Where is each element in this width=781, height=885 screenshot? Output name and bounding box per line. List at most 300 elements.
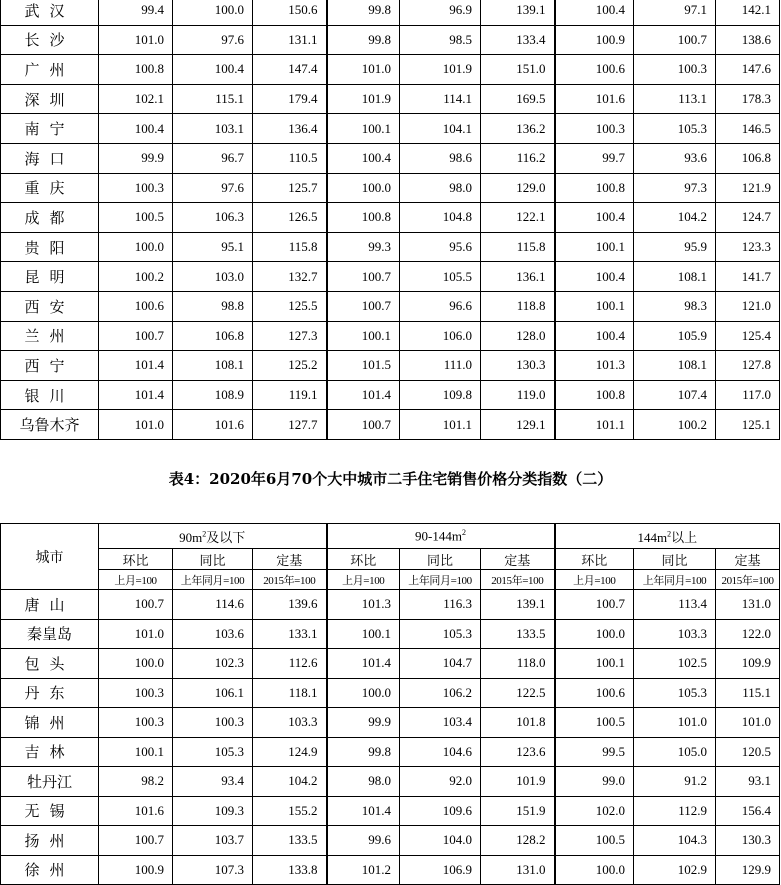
value-cell: 103.3 — [253, 708, 327, 738]
group-header-large: $144m^2$以上 — [555, 524, 780, 549]
value-cell: 101.0 — [327, 55, 400, 85]
value-cell: 114.1 — [400, 84, 481, 114]
value-cell: 101.6 — [99, 796, 173, 826]
table-row — [1, 203, 780, 233]
value-cell: 125.5 — [253, 291, 327, 321]
value-cell: 131.0 — [481, 855, 555, 885]
table-row — [1, 410, 780, 440]
city-cell: 海口 — [1, 143, 99, 173]
header-row-subheads — [1, 549, 780, 570]
value-cell: 101.5 — [327, 351, 400, 381]
value-cell: 125.4 — [716, 321, 780, 351]
table-row — [1, 826, 780, 856]
city-cell: 贵阳 — [1, 232, 99, 262]
value-cell: 104.1 — [400, 114, 481, 144]
subhead-cell: 定基 — [716, 549, 780, 570]
value-cell: 110.5 — [253, 143, 327, 173]
value-cell: 100.3 — [99, 708, 173, 738]
value-cell: 101.3 — [327, 590, 400, 620]
value-cell: 102.1 — [99, 84, 173, 114]
value-cell: 151.9 — [481, 796, 555, 826]
value-cell: 115.8 — [253, 232, 327, 262]
value-cell: 93.1 — [716, 767, 780, 797]
value-cell: 125.7 — [253, 173, 327, 203]
value-cell: 105.3 — [634, 114, 716, 144]
value-cell: 102.9 — [634, 855, 716, 885]
value-cell: 103.1 — [173, 114, 253, 144]
value-cell: 124.7 — [716, 203, 780, 233]
value-cell: 100.7 — [327, 410, 400, 440]
value-cell: 100.5 — [99, 203, 173, 233]
value-cell: 108.1 — [634, 351, 716, 381]
value-cell: 124.9 — [253, 737, 327, 767]
value-cell: 133.4 — [481, 25, 555, 55]
value-cell: 150.6 — [253, 0, 327, 25]
value-cell: 104.3 — [634, 826, 716, 856]
value-cell: 125.2 — [253, 351, 327, 381]
value-cell: 101.0 — [716, 708, 780, 738]
value-cell: 96.6 — [400, 291, 481, 321]
value-cell: 155.2 — [253, 796, 327, 826]
value-cell: 96.9 — [400, 0, 481, 25]
value-cell: 127.3 — [253, 321, 327, 351]
value-cell: 98.0 — [327, 767, 400, 797]
value-cell: 119.0 — [481, 380, 555, 410]
table-row — [1, 84, 780, 114]
value-cell: 100.8 — [327, 203, 400, 233]
value-cell: 102.0 — [555, 796, 634, 826]
value-cell: 131.1 — [253, 25, 327, 55]
value-cell: 101.9 — [327, 84, 400, 114]
value-cell: 128.0 — [481, 321, 555, 351]
value-cell: 99.7 — [555, 143, 634, 173]
value-cell: 100.2 — [99, 262, 173, 292]
value-cell: 92.0 — [400, 767, 481, 797]
city-cell: 重庆 — [1, 173, 99, 203]
value-cell: 101.0 — [99, 410, 173, 440]
value-cell: 123.3 — [716, 232, 780, 262]
value-cell: 100.0 — [327, 678, 400, 708]
value-cell: 116.2 — [481, 143, 555, 173]
city-cell: 兰州 — [1, 321, 99, 351]
city-cell: 西宁 — [1, 351, 99, 381]
table-row — [1, 649, 780, 679]
table-row — [1, 25, 780, 55]
city-cell: 银川 — [1, 380, 99, 410]
city-column-header: 城市 — [1, 524, 99, 590]
value-cell: 100.0 — [327, 173, 400, 203]
value-cell: 95.6 — [400, 232, 481, 262]
value-cell: 106.1 — [173, 678, 253, 708]
value-cell: 128.2 — [481, 826, 555, 856]
table-row — [1, 619, 780, 649]
table-title: 表4：2020年6月70个大中城市二手住宅销售价格分类指数（二） — [168, 470, 613, 488]
value-cell: 178.3 — [716, 84, 780, 114]
value-cell: 129.1 — [481, 410, 555, 440]
city-cell: 秦皇岛 — [1, 619, 99, 649]
city-cell: 徐州 — [1, 855, 99, 885]
value-cell: 100.3 — [99, 173, 173, 203]
value-cell: 100.3 — [99, 678, 173, 708]
value-cell: 126.5 — [253, 203, 327, 233]
value-cell: 100.1 — [327, 321, 400, 351]
value-cell: 105.3 — [634, 678, 716, 708]
city-cell: 吉林 — [1, 737, 99, 767]
value-cell: 138.6 — [716, 25, 780, 55]
value-cell: 100.5 — [555, 826, 634, 856]
table-row — [1, 855, 780, 885]
value-cell: 100.1 — [555, 649, 634, 679]
value-cell: 108.9 — [173, 380, 253, 410]
value-cell: 121.9 — [716, 173, 780, 203]
city-cell: 深圳 — [1, 84, 99, 114]
value-cell: 100.1 — [99, 737, 173, 767]
value-cell: 108.1 — [634, 262, 716, 292]
value-cell: 102.5 — [634, 649, 716, 679]
value-cell: 101.4 — [327, 796, 400, 826]
value-cell: 107.4 — [634, 380, 716, 410]
value-cell: 147.4 — [253, 55, 327, 85]
header-row-groups — [1, 524, 780, 549]
value-cell: 100.0 — [555, 619, 634, 649]
value-cell: 99.4 — [99, 0, 173, 25]
table-row — [1, 737, 780, 767]
value-cell: 101.4 — [99, 380, 173, 410]
value-cell: 101.4 — [327, 380, 400, 410]
price-index-table-top — [0, 0, 780, 440]
value-cell: 115.8 — [481, 232, 555, 262]
value-cell: 101.1 — [555, 410, 634, 440]
value-cell: 97.6 — [173, 173, 253, 203]
value-cell: 100.7 — [327, 262, 400, 292]
table-row — [1, 380, 780, 410]
value-cell: 100.9 — [555, 25, 634, 55]
table-row — [1, 351, 780, 381]
value-cell: 93.4 — [173, 767, 253, 797]
value-cell: 103.0 — [173, 262, 253, 292]
table-row — [1, 590, 780, 620]
value-cell: 100.7 — [99, 321, 173, 351]
value-cell: 101.9 — [400, 55, 481, 85]
value-cell: 106.2 — [400, 678, 481, 708]
value-cell: 115.1 — [716, 678, 780, 708]
value-cell: 99.3 — [327, 232, 400, 262]
value-cell: 106.0 — [400, 321, 481, 351]
value-cell: 99.8 — [327, 0, 400, 25]
city-cell: 昆明 — [1, 262, 99, 292]
value-cell: 112.9 — [634, 796, 716, 826]
table-row — [1, 143, 780, 173]
value-cell: 113.4 — [634, 590, 716, 620]
value-cell: 100.3 — [634, 55, 716, 85]
value-cell: 130.3 — [481, 351, 555, 381]
value-cell: 104.0 — [400, 826, 481, 856]
value-cell: 146.5 — [716, 114, 780, 144]
city-cell: 扬州 — [1, 826, 99, 856]
value-cell: 103.6 — [173, 619, 253, 649]
value-cell: 113.1 — [634, 84, 716, 114]
value-cell: 100.1 — [555, 291, 634, 321]
value-cell: 101.3 — [555, 351, 634, 381]
value-cell: 101.9 — [481, 767, 555, 797]
city-cell: 包头 — [1, 649, 99, 679]
value-cell: 98.6 — [400, 143, 481, 173]
table-row — [1, 321, 780, 351]
value-cell: 98.0 — [400, 173, 481, 203]
value-cell: 125.1 — [716, 410, 780, 440]
value-cell: 99.9 — [327, 708, 400, 738]
value-cell: 123.6 — [481, 737, 555, 767]
value-cell: 100.9 — [99, 855, 173, 885]
value-cell: 95.9 — [634, 232, 716, 262]
value-cell: 100.6 — [555, 678, 634, 708]
table-row — [1, 767, 780, 797]
table-row — [1, 708, 780, 738]
subhead-cell: 同比 — [400, 549, 481, 570]
value-cell: 129.9 — [716, 855, 780, 885]
base-cell: 2015年=100 — [253, 570, 327, 590]
value-cell: 139.6 — [253, 590, 327, 620]
value-cell: 156.4 — [716, 796, 780, 826]
value-cell: 119.1 — [253, 380, 327, 410]
base-cell: 上年同月=100 — [173, 570, 253, 590]
value-cell: 99.5 — [555, 737, 634, 767]
value-cell: 104.6 — [400, 737, 481, 767]
city-cell: 西安 — [1, 291, 99, 321]
value-cell: 99.6 — [327, 826, 400, 856]
value-cell: 99.0 — [555, 767, 634, 797]
value-cell: 100.3 — [555, 114, 634, 144]
value-cell: 100.0 — [99, 232, 173, 262]
base-cell: 上月=100 — [327, 570, 400, 590]
value-cell: 118.8 — [481, 291, 555, 321]
value-cell: 108.1 — [173, 351, 253, 381]
value-cell: 122.1 — [481, 203, 555, 233]
value-cell: 100.1 — [555, 232, 634, 262]
city-cell: 唐山 — [1, 590, 99, 620]
city-cell: 牡丹江 — [1, 767, 99, 797]
value-cell: 100.4 — [99, 114, 173, 144]
value-cell: 99.8 — [327, 737, 400, 767]
value-cell: 101.6 — [173, 410, 253, 440]
value-cell: 179.4 — [253, 84, 327, 114]
value-cell: 100.7 — [327, 291, 400, 321]
value-cell: 151.0 — [481, 55, 555, 85]
value-cell: 101.4 — [99, 351, 173, 381]
subhead-cell: 定基 — [481, 549, 555, 570]
value-cell: 118.0 — [481, 649, 555, 679]
value-cell: 147.6 — [716, 55, 780, 85]
value-cell: 100.2 — [634, 410, 716, 440]
value-cell: 100.4 — [327, 143, 400, 173]
value-cell: 100.7 — [99, 590, 173, 620]
value-cell: 105.3 — [173, 737, 253, 767]
value-cell: 139.1 — [481, 0, 555, 25]
base-cell: 上月=100 — [99, 570, 173, 590]
subhead-cell: 定基 — [253, 549, 327, 570]
value-cell: 100.8 — [99, 55, 173, 85]
value-cell: 112.6 — [253, 649, 327, 679]
value-cell: 106.8 — [173, 321, 253, 351]
value-cell: 133.5 — [253, 826, 327, 856]
top-table-body — [1, 0, 780, 439]
subhead-cell: 环比 — [327, 549, 400, 570]
value-cell: 100.6 — [99, 291, 173, 321]
city-cell: 无锡 — [1, 796, 99, 826]
base-cell: 2015年=100 — [481, 570, 555, 590]
value-cell: 101.2 — [327, 855, 400, 885]
value-cell: 114.6 — [173, 590, 253, 620]
subhead-cell: 环比 — [555, 549, 634, 570]
value-cell: 104.2 — [253, 767, 327, 797]
value-cell: 100.8 — [555, 380, 634, 410]
value-cell: 122.0 — [716, 619, 780, 649]
value-cell: 109.8 — [400, 380, 481, 410]
bottom-table-body — [1, 590, 780, 885]
value-cell: 100.0 — [99, 649, 173, 679]
base-cell: 2015年=100 — [716, 570, 780, 590]
value-cell: 98.8 — [173, 291, 253, 321]
value-cell: 100.4 — [555, 0, 634, 25]
value-cell: 91.2 — [634, 767, 716, 797]
value-cell: 101.0 — [99, 25, 173, 55]
value-cell: 109.3 — [173, 796, 253, 826]
table-row — [1, 0, 780, 25]
value-cell: 136.2 — [481, 114, 555, 144]
city-cell: 长沙 — [1, 25, 99, 55]
city-cell: 南宁 — [1, 114, 99, 144]
value-cell: 98.3 — [634, 291, 716, 321]
value-cell: 115.1 — [173, 84, 253, 114]
value-cell: 133.1 — [253, 619, 327, 649]
value-cell: 93.6 — [634, 143, 716, 173]
value-cell: 127.8 — [716, 351, 780, 381]
value-cell: 97.3 — [634, 173, 716, 203]
value-cell: 118.1 — [253, 678, 327, 708]
city-cell: 乌鲁木齐 — [1, 410, 99, 440]
value-cell: 101.8 — [481, 708, 555, 738]
value-cell: 109.9 — [716, 649, 780, 679]
value-cell: 142.1 — [716, 0, 780, 25]
value-cell: 100.7 — [99, 826, 173, 856]
value-cell: 100.7 — [555, 590, 634, 620]
value-cell: 104.8 — [400, 203, 481, 233]
value-cell: 141.7 — [716, 262, 780, 292]
value-cell: 104.7 — [400, 649, 481, 679]
value-cell: 130.3 — [716, 826, 780, 856]
value-cell: 100.3 — [173, 708, 253, 738]
value-cell: 127.7 — [253, 410, 327, 440]
table-row — [1, 262, 780, 292]
city-cell: 成都 — [1, 203, 99, 233]
subhead-cell: 同比 — [173, 549, 253, 570]
base-cell: 上年同月=100 — [400, 570, 481, 590]
value-cell: 100.6 — [555, 55, 634, 85]
value-cell: 116.3 — [400, 590, 481, 620]
value-cell: 100.8 — [555, 173, 634, 203]
value-cell: 101.6 — [555, 84, 634, 114]
value-cell: 136.4 — [253, 114, 327, 144]
value-cell: 99.9 — [99, 143, 173, 173]
table-row — [1, 678, 780, 708]
value-cell: 139.1 — [481, 590, 555, 620]
city-cell: 广州 — [1, 55, 99, 85]
value-cell: 101.1 — [400, 410, 481, 440]
subhead-cell: 环比 — [99, 549, 173, 570]
value-cell: 100.5 — [555, 708, 634, 738]
group-header-small: $90m^2$及以下 — [99, 524, 327, 549]
table-row — [1, 232, 780, 262]
value-cell: 100.4 — [555, 321, 634, 351]
value-cell: 100.0 — [555, 855, 634, 885]
value-cell: 103.7 — [173, 826, 253, 856]
value-cell: 131.0 — [716, 590, 780, 620]
header-row-bases — [1, 570, 780, 590]
value-cell: 169.5 — [481, 84, 555, 114]
value-cell: 103.3 — [634, 619, 716, 649]
table-row — [1, 114, 780, 144]
value-cell: 105.9 — [634, 321, 716, 351]
value-cell: 136.1 — [481, 262, 555, 292]
value-cell: 100.1 — [327, 619, 400, 649]
value-cell: 96.7 — [173, 143, 253, 173]
value-cell: 95.1 — [173, 232, 253, 262]
value-cell: 109.6 — [400, 796, 481, 826]
price-index-table-bottom — [0, 523, 780, 885]
value-cell: 107.3 — [173, 855, 253, 885]
city-cell: 武汉 — [1, 0, 99, 25]
value-cell: 106.9 — [400, 855, 481, 885]
value-cell: 129.0 — [481, 173, 555, 203]
city-cell: 丹东 — [1, 678, 99, 708]
base-cell: 上年同月=100 — [634, 570, 716, 590]
value-cell: 105.0 — [634, 737, 716, 767]
value-cell: 101.0 — [99, 619, 173, 649]
value-cell: 132.7 — [253, 262, 327, 292]
table-row — [1, 796, 780, 826]
value-cell: 98.2 — [99, 767, 173, 797]
base-cell: 上月=100 — [555, 570, 634, 590]
value-cell: 111.0 — [400, 351, 481, 381]
value-cell: 105.5 — [400, 262, 481, 292]
value-cell: 100.4 — [173, 55, 253, 85]
value-cell: 122.5 — [481, 678, 555, 708]
value-cell: 106.8 — [716, 143, 780, 173]
table-row — [1, 291, 780, 321]
value-cell: 100.4 — [555, 262, 634, 292]
value-cell: 98.5 — [400, 25, 481, 55]
value-cell: 102.3 — [173, 649, 253, 679]
city-cell: 锦州 — [1, 708, 99, 738]
value-cell: 103.4 — [400, 708, 481, 738]
value-cell: 100.4 — [555, 203, 634, 233]
value-cell: 100.1 — [327, 114, 400, 144]
subhead-cell: 同比 — [634, 549, 716, 570]
value-cell: 101.0 — [634, 708, 716, 738]
value-cell: 117.0 — [716, 380, 780, 410]
value-cell: 106.3 — [173, 203, 253, 233]
value-cell: 97.1 — [634, 0, 716, 25]
value-cell: 100.7 — [634, 25, 716, 55]
value-cell: 120.5 — [716, 737, 780, 767]
value-cell: 133.8 — [253, 855, 327, 885]
value-cell: 99.8 — [327, 25, 400, 55]
value-cell: 105.3 — [400, 619, 481, 649]
value-cell: 104.2 — [634, 203, 716, 233]
table-row — [1, 55, 780, 85]
value-cell: 121.0 — [716, 291, 780, 321]
value-cell: 101.4 — [327, 649, 400, 679]
